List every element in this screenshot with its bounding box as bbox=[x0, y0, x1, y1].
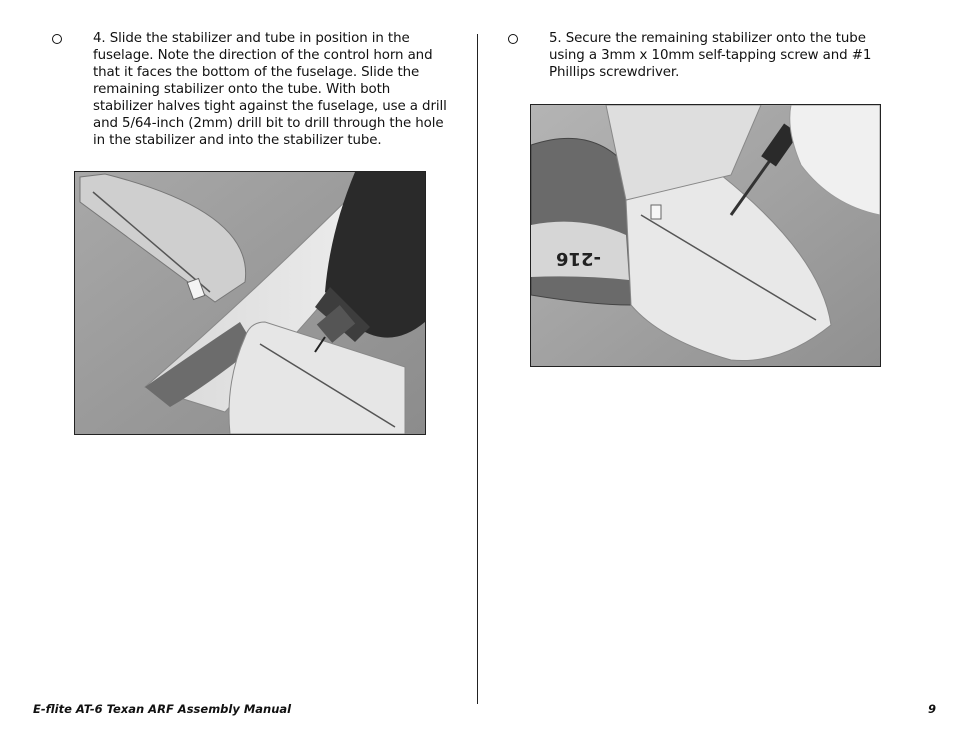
right-column bbox=[506, 30, 886, 81]
tail-number-marking: -216 bbox=[555, 248, 601, 269]
step-4-checkbox-icon[interactable] bbox=[52, 34, 62, 44]
footer-page-number: 9 bbox=[927, 702, 936, 716]
step-5-text: 5. Secure the remaining stabilizer onto the tube using a 3mm x 10mm self-tapping screw and #1 Phillips screwdriver. bbox=[549, 31, 872, 80]
drilling-stabilizer-photo bbox=[74, 171, 426, 435]
step-4-text: 4. Slide the stabilizer and tube in position in the fuselage. Note the direction of the control horn and that it faces the bottom of the fuselage. Slide the remaining stabilizer onto the tube. With both stabilizer halves tight against the fuselage, use a drill and 5/64-inch (2mm) drill bit to drill through the hole in the stabilizer and into the stabilizer tube. bbox=[93, 31, 447, 148]
step-4 bbox=[50, 30, 450, 149]
left-column bbox=[50, 30, 450, 149]
step-5 bbox=[506, 30, 886, 81]
drilling-stabilizer-illustration bbox=[75, 172, 425, 434]
footer-manual-title: E-flite AT-6 Texan ARF Assembly Manual bbox=[33, 702, 292, 716]
securing-stabilizer-illustration bbox=[531, 105, 880, 366]
step-5-checkbox-icon[interactable] bbox=[508, 34, 518, 44]
securing-stabilizer-photo bbox=[530, 104, 881, 367]
column-divider bbox=[477, 34, 478, 704]
